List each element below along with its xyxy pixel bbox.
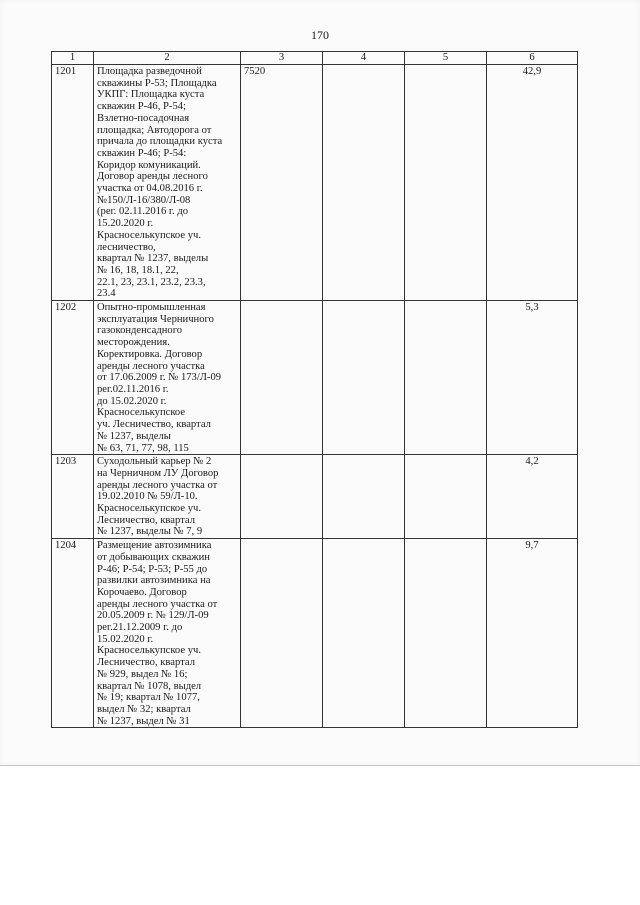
row-number-cell: 1203 [52,455,94,539]
description-line: Коректировка. Договор [97,348,203,360]
row-number-cell: 1202 [52,301,94,455]
column-5-cell [405,539,487,728]
description-cell [94,455,241,539]
column-header: 6 [487,52,578,65]
description-line: 22.1, 23, 23.1, 23.2, 23.3, [97,276,206,288]
area-value-cell: 42,9 [487,65,578,301]
description-line: Размещение автозимника [97,540,212,552]
description-line: № 1237, выделы № 7, 9 [97,526,203,538]
description-line: от 17.06.2009 г. № 173/Л-09 [97,372,222,384]
description-line: Красноселькупское [97,407,186,419]
column-5-cell [405,455,487,539]
row-number-cell: 1204 [52,539,94,728]
description-line: до 15.02.2020 г. [97,395,167,407]
description-line: Коридор комуникаций. [97,159,201,171]
description-line: Красноселькупское уч. [97,645,201,657]
column-header: 3 [241,52,323,65]
description-line: участка от 04.08.2016 г. [97,183,203,195]
description-line: 23.4 [97,288,116,300]
description-line: эксплуатация Черничного [97,313,214,325]
table-row [52,455,578,539]
description-line: Суходольный карьер № 2 [97,456,212,468]
column-3-cell [241,301,323,455]
description-line: рег.21.12.2009 г. до [97,622,183,634]
description-line: Взлетно-посадочная [97,112,190,124]
description-line: газоконденсадного [97,325,183,337]
description-line: Корочаево. Договор [97,586,187,598]
column-header: 1 [52,52,94,65]
description-line: Лесничество, квартал [97,514,195,526]
description-line: № 16, 18, 18.1, 22, [97,264,179,276]
description-line: аренды лесного участка [97,360,205,372]
description-line: квартал № 1237, выделы [97,253,209,265]
column-5-cell [405,301,487,455]
description-line: № 929, выдел № 16; [97,668,188,680]
area-value-cell: 4,2 [487,455,578,539]
description-line: (рег. 02.11.2016 г. до [97,206,189,218]
description-line: причала до площадки куста [97,136,223,148]
page-number: 170 [311,28,329,42]
description-line: на Черничном ЛУ Договор [97,467,219,479]
description-line: Договор аренды лесного [97,171,208,183]
description-line: 15.02.2020 г. [97,633,154,645]
table-row [52,539,578,728]
description-line: рег.02.11.2016 г. [97,383,169,395]
description-line: Красноселькупское уч. [97,229,201,241]
column-4-cell [323,455,405,539]
description-line: № 63, 71, 77, 98, 115 [97,442,189,454]
description-line: развилки автозимника на [97,575,211,587]
table-row [52,301,578,455]
description-line: № 1237, выдел № 31 [97,715,190,727]
description-line: 15.20.2020 г. [97,218,154,230]
row-number-cell: 1201 [52,65,94,301]
description-cell [94,65,241,301]
description-line: Опытно-промышленная [97,302,206,314]
description-cell [94,539,241,728]
description-line: Лесничество, квартал [97,657,195,669]
column-header: 2 [94,52,241,65]
table-row [52,65,578,301]
description-line: № 19; квартал № 1077, [97,692,200,704]
column-3-cell [241,455,323,539]
description-line: от добывающих скважин [97,551,210,563]
description-line: №150/Л-16/380/Л-08 [97,194,191,206]
description-line: скважины Р-53; Площадка [97,77,217,89]
column-5-cell [405,65,487,301]
area-value-cell: 9,7 [487,539,578,728]
description-line: лесничество, [97,241,156,253]
description-line: квартал № 1078, выдел [97,680,202,692]
description-line: Р-46; Р-54; Р-53; Р-55 до [97,563,208,575]
column-header: 4 [323,52,405,65]
description-line: аренды лесного участка от [97,479,218,491]
column-3-cell: 7520 [241,65,323,301]
area-value-cell: 5,3 [487,301,578,455]
description-cell [94,301,241,455]
description-line: 20.05.2009 г. № 129/Л-09 [97,610,209,622]
description-line: УКПГ: Площадка куста [97,89,205,101]
table-header-row [52,52,578,65]
description-line: месторождения. [97,337,170,349]
description-line: Красноселькупское уч. [97,503,201,515]
column-4-cell [323,539,405,728]
description-line: площадка; Автодорога от [97,124,212,136]
description-line: уч. Лесничество, квартал [97,419,211,431]
description-line: выдел № 32; квартал [97,703,191,715]
description-line: скважин Р-46; Р-54: [97,147,187,159]
column-3-cell [241,539,323,728]
description-line: № 1237, выделы [97,430,171,442]
data-table [51,51,578,728]
column-header: 5 [405,52,487,65]
description-line: скважин Р-46, Р-54; [97,101,186,113]
column-4-cell [323,65,405,301]
description-line: Площадка разведочной [97,66,202,77]
description-line: 19.02.2010 № 59/Л-10. [97,491,198,503]
description-line: аренды лесного участка от [97,598,218,610]
column-4-cell [323,301,405,455]
